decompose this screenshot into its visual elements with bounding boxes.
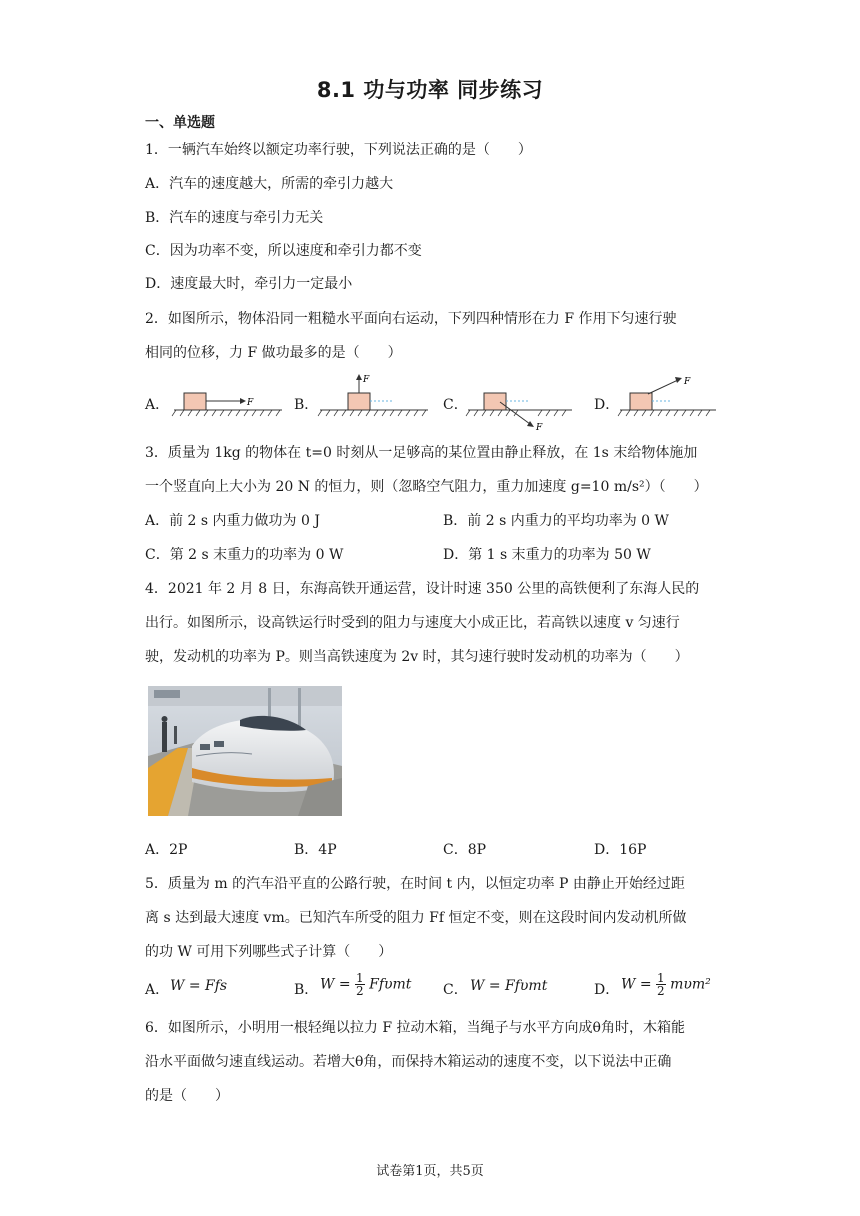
q2-option-a-label: A． <box>145 397 170 413</box>
q3-option-d: D．第 1 s 末重力的功率为 50 W <box>443 547 651 563</box>
q4-stem-line1: 4．2021 年 2 月 8 日，东海高铁开通运营，设计时速 350 公里的高铁便利了东海人民的 <box>145 581 700 597</box>
q4-stem-line2: 出行。如图所示，设高铁运行时受到的阻力与速度大小成正比，若高铁以速度 v 匀速行 <box>145 615 680 631</box>
q6-stem-line2: 沿水平面做匀速直线运动。若增大θ角，而保持木箱运动的速度不变，以下说法中正确 <box>145 1054 672 1070</box>
q5-option-c-formula: W = Ffυmt <box>470 978 548 994</box>
high-speed-train-photo <box>148 686 342 816</box>
q1-option-a: A．汽车的速度越大，所需的牵引力越大 <box>145 176 394 192</box>
formula-rhs: Ffυmt <box>369 976 412 993</box>
q3-stem-line1: 3．质量为 1kg 的物体在 t=0 时刻从一足够高的某位置由静止释放，在 1s 末给物体施加 <box>145 445 698 461</box>
q4-option-a: A．2P <box>145 842 188 858</box>
fraction <box>656 972 666 997</box>
q5-stem-line1: 5．质量为 m 的汽车沿平直的公路行驶，在时间 t 内，以恒定功率 P 由静止开始经过距 <box>145 876 685 892</box>
formula-lhs: W = <box>621 976 652 993</box>
denominator: 2 <box>356 984 364 998</box>
q3-option-c: C．第 2 s 末重力的功率为 0 W <box>145 547 344 563</box>
q4-option-d: D．16P <box>594 842 647 858</box>
section-heading: 一、单选题 <box>145 115 215 131</box>
q5-option-c-label: C． <box>443 982 468 998</box>
q5-option-a-label: A． <box>145 982 170 998</box>
q4-option-b: B．4P <box>294 842 337 858</box>
force-label: F <box>247 398 254 408</box>
denominator: 2 <box>657 984 665 998</box>
q2-stem-line2: 相同的位移，力 F 做功最多的是（ ） <box>145 345 402 361</box>
q4-option-c: C．8P <box>443 842 487 858</box>
force-label: F <box>684 377 691 387</box>
q4-stem-line3: 驶，发动机的功率为 P。则当高铁速度为 2v 时，其匀速行驶时发动机的功率为（ ） <box>145 649 689 665</box>
q2-figure-b <box>316 372 436 420</box>
q1-option-c: C．因为功率不变，所以速度和牵引力都不变 <box>145 243 422 259</box>
page-title: 8.1 功与功率 同步练习 <box>316 78 544 102</box>
q3-option-a: A．前 2 s 内重力做功为 0 J <box>145 513 320 529</box>
q2-figure-d <box>616 374 720 420</box>
q5-option-a-formula: W = Ffs <box>170 978 228 994</box>
q1-stem: 1．一辆汽车始终以额定功率行驶，下列说法正确的是（ ） <box>145 142 532 158</box>
q6-stem-line1: 6．如图所示，小明用一根轻绳以拉力 F 拉动木箱，当绳子与水平方向成θ角时，木箱能 <box>145 1020 685 1036</box>
q5-stem-line3: 的功 W 可用下列哪些式子计算（ ） <box>145 944 393 960</box>
force-label: F <box>536 423 543 433</box>
q3-stem-line2: 一个竖直向上大小为 20 N 的恒力，则（忽略空气阻力，重力加速度 g=10 m/s²）（ ） <box>145 479 708 495</box>
q5-option-d-label: D． <box>594 982 620 998</box>
fraction <box>355 972 365 997</box>
q5-option-b-formula <box>320 972 411 997</box>
formula-lhs: W = <box>320 976 351 993</box>
q2-stem-line1: 2．如图所示，物体沿同一粗糙水平面向右运动，下列四种情形在力 F 作用下匀速行驶 <box>145 311 677 327</box>
q1-option-d: D．速度最大时，牵引力一定最小 <box>145 276 353 292</box>
formula-rhs: mυm² <box>670 976 711 993</box>
q5-option-b-label: B． <box>294 982 319 998</box>
q2-figure-c <box>464 382 584 434</box>
q1-option-b: B．汽车的速度与牵引力无关 <box>145 210 324 226</box>
q2-option-d-label: D． <box>594 397 620 413</box>
q2-option-c-label: C． <box>443 397 468 413</box>
numerator: 1 <box>657 971 665 985</box>
q2-option-b-label: B． <box>294 397 319 413</box>
page-footer: 试卷第1页，共5页 <box>376 1164 484 1179</box>
q5-option-d-formula <box>621 972 711 997</box>
q5-stem-line2: 离 s 达到最大速度 vm。已知汽车所受的阻力 Ff 恒定不变，则在这段时间内发动机所做 <box>145 910 687 926</box>
q6-stem-line3: 的是（ ） <box>145 1088 229 1104</box>
force-label: F <box>363 375 370 385</box>
q2-figure-a <box>170 380 290 420</box>
q3-option-b: B．前 2 s 内重力的平均功率为 0 W <box>443 513 669 529</box>
numerator: 1 <box>356 971 364 985</box>
